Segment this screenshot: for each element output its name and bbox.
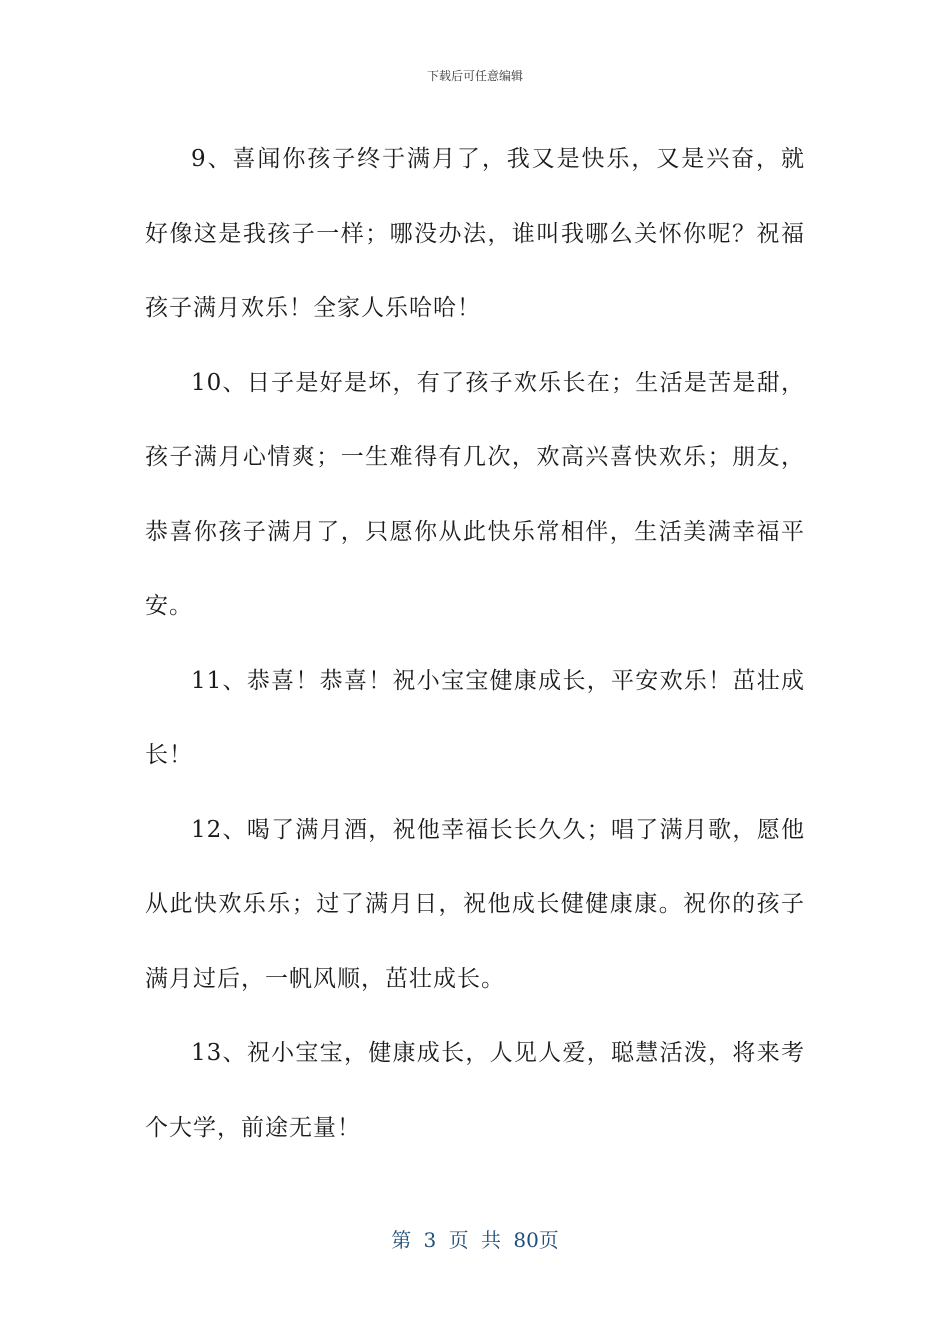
paragraph-9: 9、喜闻你孩子终于满月了，我又是快乐，又是兴奋，就好像这是我孩子一样；哪没办法，谁叫我哪么关怀你呢？祝福孩子满月欢乐！全家人乐哈哈！ (145, 146, 805, 321)
document-body (145, 122, 805, 1165)
paragraph-11: 11、恭喜！恭喜！祝小宝宝健康成长，平安欢乐！茁壮成长！ (145, 667, 805, 768)
paragraph-12: 12、喝了满月酒，祝他幸福长长久久；唱了满月歌，愿他从此快欢乐乐；过了满月日，祝他成长健健康康。祝你的孩子满月过后，一帆风顺，茁壮成长。 (145, 816, 805, 992)
paragraph-13: 13、祝小宝宝，健康成长，人见人爱，聪慧活泼，将来考个大学，前途无量！ (145, 1040, 805, 1141)
page-number-footer: 第 3 页 共 80页 (391, 1228, 559, 1252)
paragraph-10: 10、日子是好是坏，有了孩子欢乐长在；生活是苦是甜，孩子满月心情爽；一生难得有几次，欢高兴喜快欢乐；朋友，恭喜你孩子满月了，只愿你从此快乐常相伴，生活美满幸福平安。 (145, 369, 805, 619)
header-note: 下载后可任意编辑 (426, 69, 523, 83)
